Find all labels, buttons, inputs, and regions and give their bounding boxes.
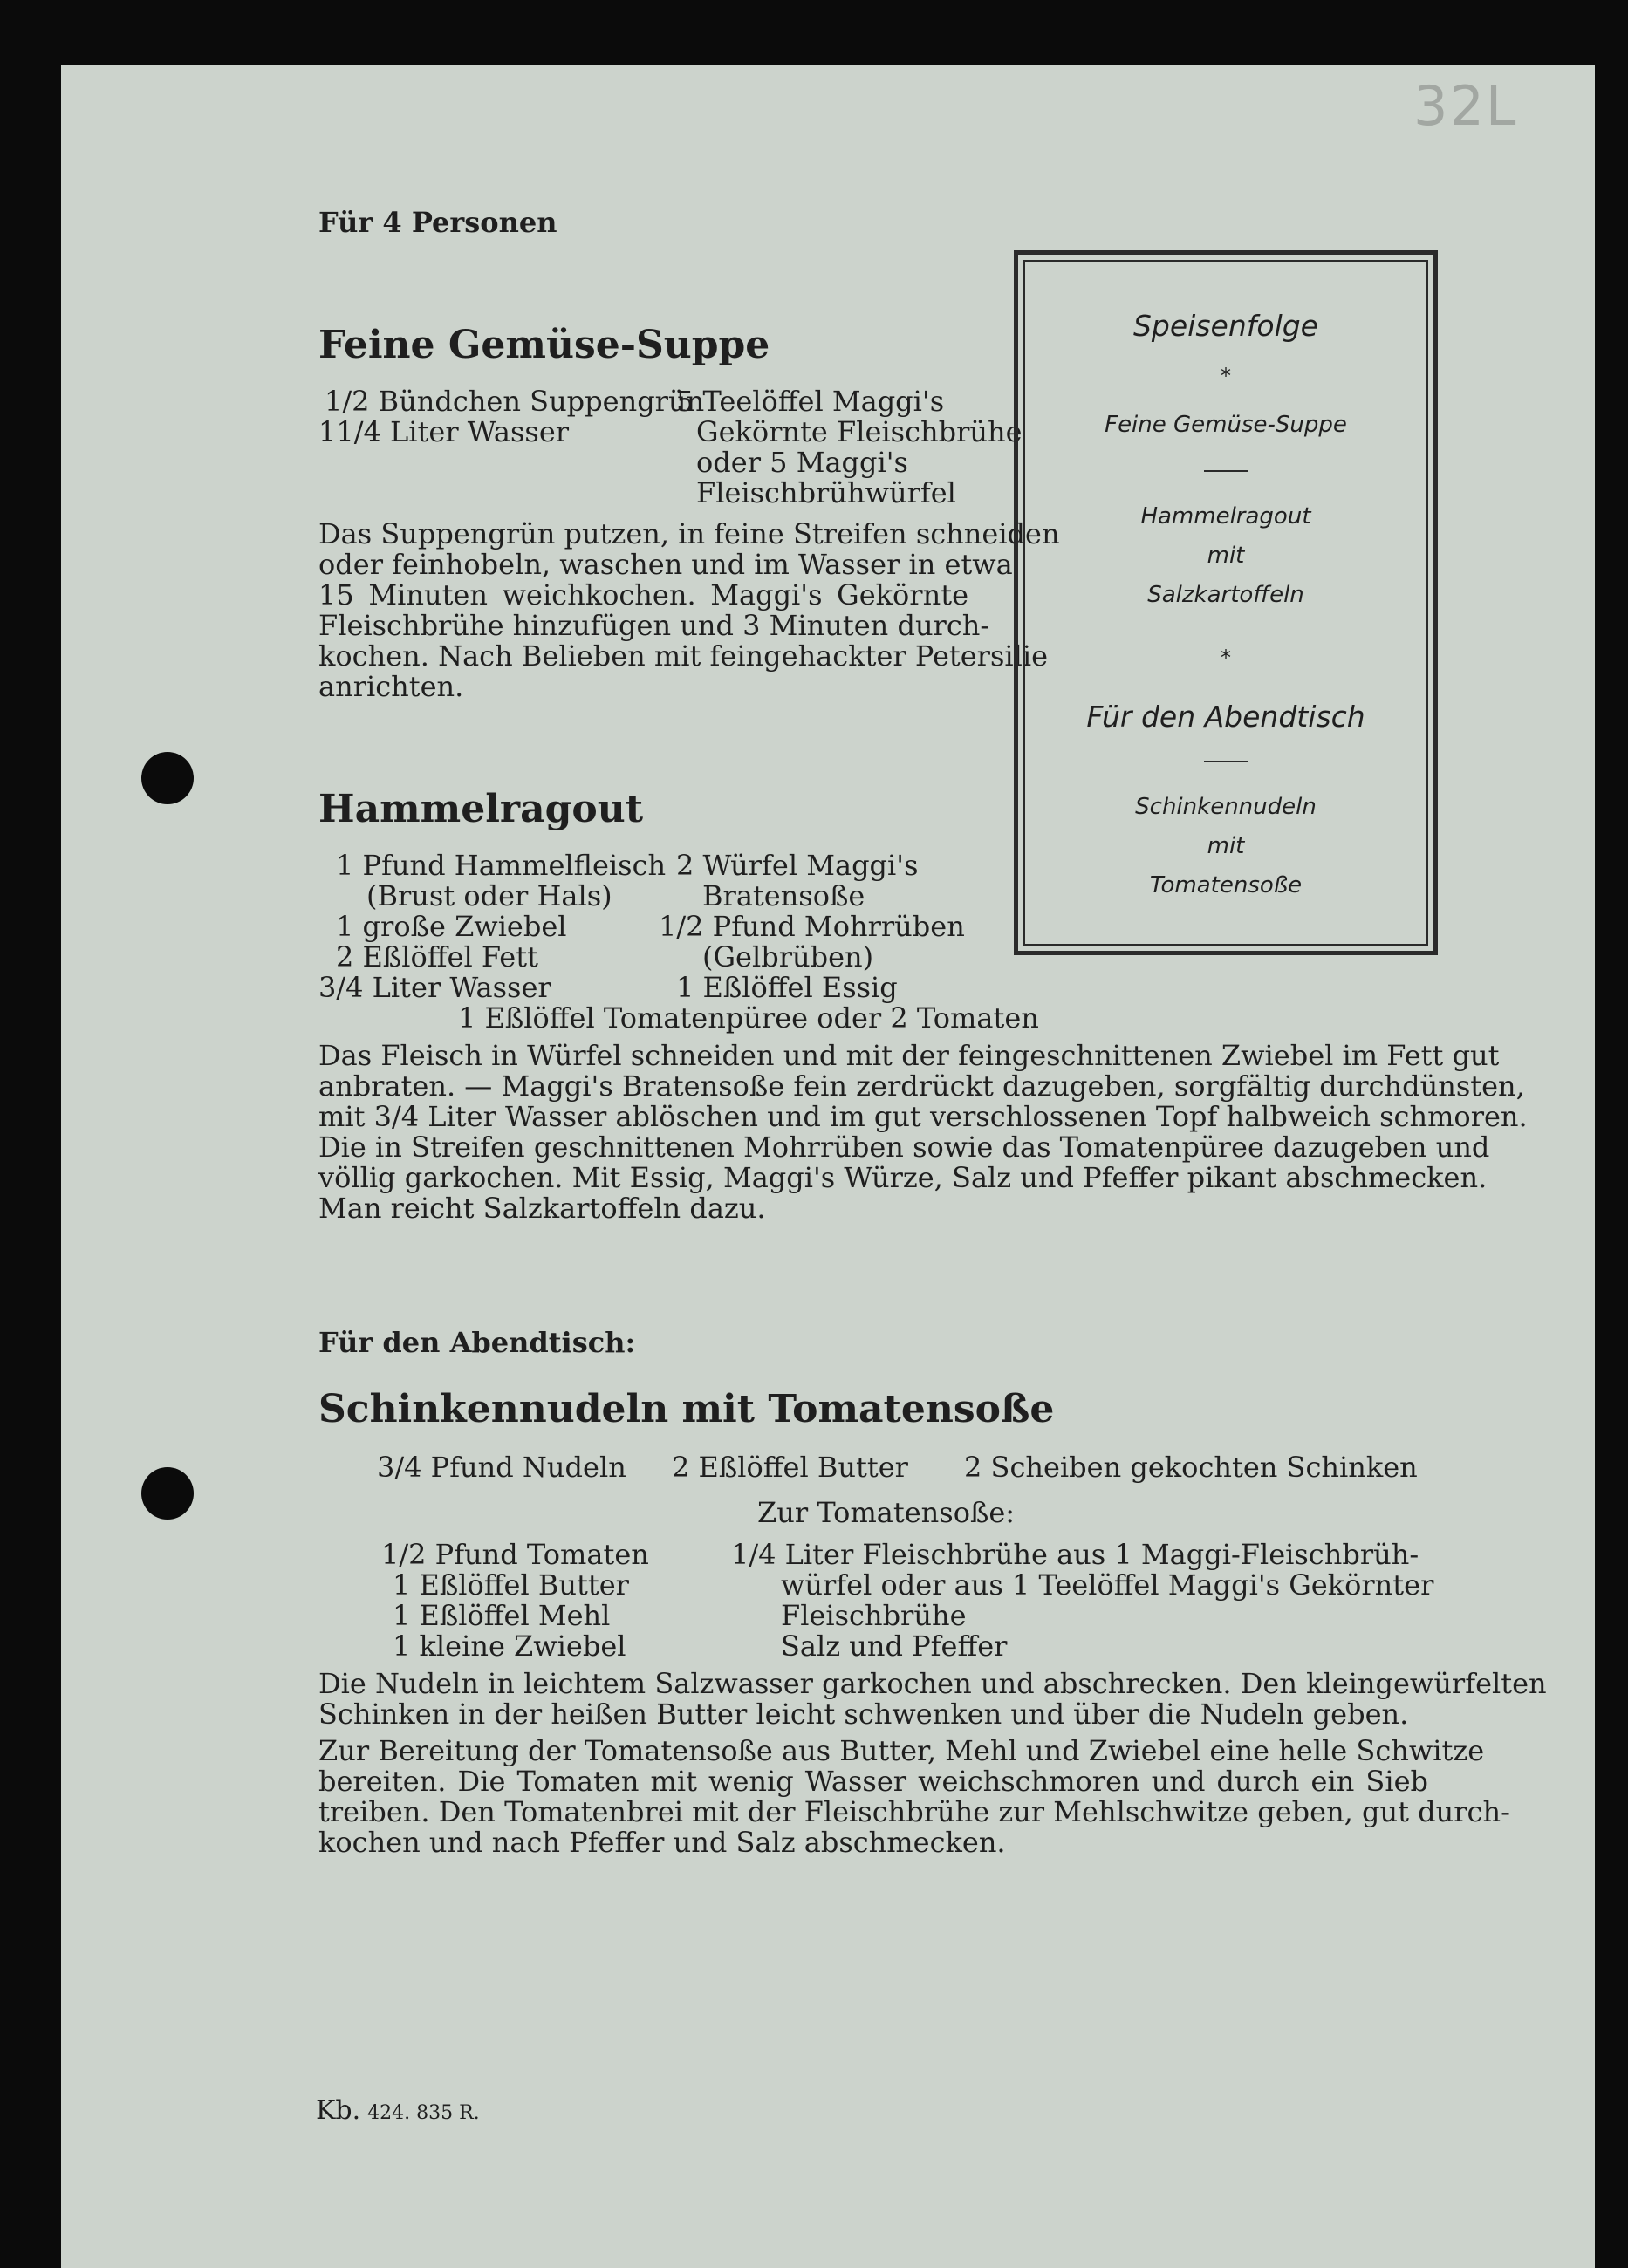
ragout-ingredient: 1 Eßlöffel Tomatenpüree oder 2 Tomaten — [458, 1001, 1039, 1035]
ragout-ingredient: (Brust oder Hals) — [366, 879, 612, 912]
ragout-ingredient: (Gelbrüben) — [702, 940, 874, 973]
ragout-instructions: Das Fleisch in Würfel schneiden und mit der feingeschnittenen Zwiebel im Fett gut anbraten. — Maggi's Bratensoße fein zerdrückt dazugeben, sorgfältig durchdünsten, mit 3/4 Liter Wasser ablöschen und im gut verschlossenen Topf halbweich schmoren. Die in Streifen geschnittenen Mohrrüben sowie das Tomatenpüree dazugeben und völlig garkochen. Mit Essig, Maggi's Würze, Salz und Pfeffer pikant abschmecken. Man reicht Salzkartoffeln dazu. — [318, 1039, 1528, 1225]
menu-item-soup: Feine Gemüse-Suppe — [1105, 412, 1347, 438]
soup-ingredient: Gekörnte Fleischbrühe — [696, 415, 1023, 448]
print-code — [316, 2095, 480, 2126]
punch-hole — [141, 1467, 194, 1520]
ragout-ingredient: 2 Eßlöffel Fett — [336, 940, 538, 973]
sauce-heading: Zur Tomatensoße: — [757, 1496, 1016, 1529]
ragout-title: Hammelragout — [318, 787, 644, 831]
noodles-ingredient: 3/4 Pfund Nudeln — [377, 1451, 626, 1484]
menu-divider — [1204, 470, 1248, 472]
ragout-ingredient: 1 Pfund Hammelfleisch — [336, 849, 667, 882]
ragout-ingredient: 3/4 Liter Wasser — [318, 971, 551, 1004]
noodles-ingredient: 2 Scheiben gekochten Schinken — [964, 1451, 1418, 1484]
ragout-ingredient: 1 Eßlöffel Essig — [676, 971, 898, 1004]
sauce-ingredient: Fleischbrühe — [781, 1599, 967, 1632]
menu-item-ragout: Hammelragout — [1140, 503, 1311, 529]
sauce-ingredient: 1 Eßlöffel Butter — [393, 1568, 629, 1602]
menu-box — [1014, 250, 1438, 955]
sauce-ingredient: 1/2 Pfund Tomaten — [381, 1538, 649, 1571]
sauce-ingredient: 1 kleine Zwiebel — [393, 1629, 626, 1663]
noodles-ingredient: 2 Eßlöffel Butter — [672, 1451, 908, 1484]
menu-item-ragout-with: mit — [1207, 543, 1245, 569]
menu-item-potatoes: Salzkartoffeln — [1147, 582, 1304, 608]
ragout-ingredient: 1/2 Pfund Mohrrüben — [659, 910, 965, 943]
soup-ingredient: 5 Teelöffel Maggi's — [676, 385, 945, 418]
punch-hole — [141, 752, 194, 804]
sauce-ingredient: 1/4 Liter Fleischbrühe aus 1 Maggi-Fleischbrüh- — [731, 1538, 1419, 1571]
evening-heading: Für den Abendtisch: — [318, 1326, 636, 1359]
ragout-ingredient: Bratensoße — [702, 879, 865, 912]
menu-item-sauce: Tomatensoße — [1149, 872, 1303, 898]
menu-evening-heading: Für den Abendtisch — [1086, 700, 1365, 734]
servings-note: Für 4 Personen — [318, 206, 557, 239]
menu-star: * — [1221, 364, 1231, 388]
menu-title: Speisenfolge — [1132, 309, 1318, 343]
menu-item-noodles-with: mit — [1207, 833, 1245, 859]
noodles-instructions: Die Nudeln in leichtem Salzwasser garkochen und abschrecken. Den kleingewürfelten Schinken in der heißen Butter leicht schwenken und über die Nudeln geben. — [318, 1667, 1547, 1731]
soup-ingredient: oder 5 Maggi's — [696, 446, 908, 479]
handwritten-page-number: 32L — [1413, 74, 1518, 138]
print-code-number: 424. 835 R. — [367, 2102, 480, 2124]
soup-ingredient: Fleischbrühwürfel — [696, 476, 956, 509]
soup-ingredient: 11/4 Liter Wasser — [318, 415, 570, 448]
soup-instructions: Das Suppengrün putzen, in feine Streifen schneiden oder feinhobeln, waschen und im Wasser in etwa 15 Minuten weichkochen. Maggi's Gekörnte Fleischbrühe hinzufügen und 3 Minuten durch- kochen. Nach Belieben mit feingehackter Petersilie anrichten. — [318, 517, 1060, 703]
sauce-ingredient: würfel oder aus 1 Teelöffel Maggi's Gekörnter — [781, 1568, 1434, 1602]
print-code-prefix: Kb. — [316, 2095, 361, 2126]
ragout-ingredient: 1 große Zwiebel — [336, 910, 567, 943]
sauce-instructions: Zur Bereitung der Tomatensoße aus Butter, Mehl und Zwiebel eine helle Schwitze bereiten. Die Tomaten mit wenig Wasser weichschmoren und durch ein Sieb treiben. Den Tomatenbrei mit der Fleischbrühe zur Mehlschwitze geben, gut durch- kochen und nach Pfeffer und Salz abschmecken. — [318, 1734, 1510, 1859]
menu-star: * — [1221, 646, 1231, 670]
soup-ingredient: 1/2 Bündchen Suppengrün — [325, 385, 705, 418]
menu-item-noodles: Schinkennudeln — [1135, 794, 1317, 820]
sauce-ingredient: 1 Eßlöffel Mehl — [393, 1599, 611, 1632]
sauce-ingredient: Salz und Pfeffer — [781, 1629, 1008, 1663]
menu-divider — [1204, 761, 1248, 762]
ragout-ingredient: 2 Würfel Maggi's — [676, 849, 919, 882]
noodles-title: Schinkennudeln mit Tomatensoße — [318, 1387, 1055, 1431]
soup-title: Feine Gemüse-Suppe — [318, 323, 770, 367]
